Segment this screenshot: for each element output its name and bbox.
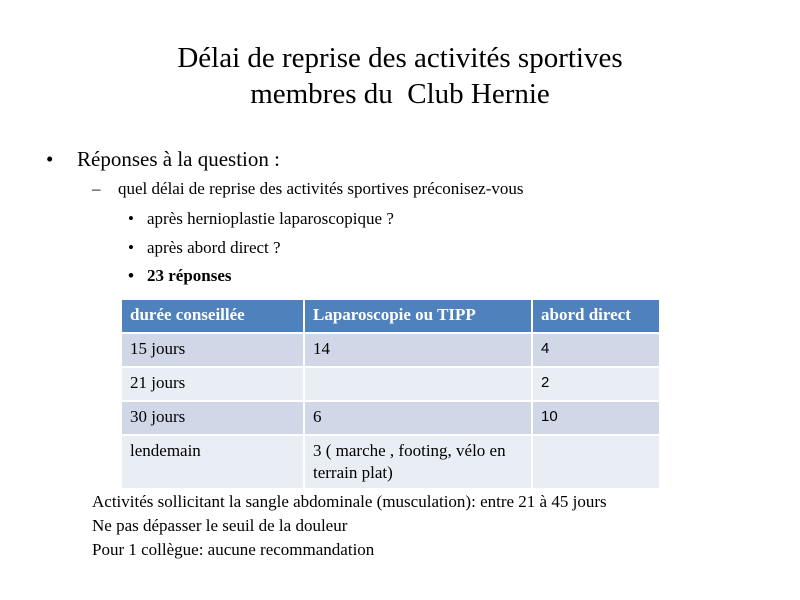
- bullet-marker: •: [128, 266, 134, 285]
- cell-direct: 4: [532, 333, 660, 367]
- bullet-level-1: [46, 146, 280, 172]
- table-row: [122, 333, 660, 367]
- recommendation-table: [122, 300, 661, 490]
- cell-duration: lendemain: [122, 435, 304, 489]
- cell-duration: 21 jours: [122, 367, 304, 401]
- cell-duration: 15 jours: [122, 333, 304, 367]
- table-row: [122, 401, 660, 435]
- slide-title-line-2: membres du Club Hernie: [250, 78, 550, 110]
- bullet-marker: •: [46, 147, 54, 171]
- cell-laparoscopy: [304, 367, 532, 401]
- cell-direct: 10: [532, 401, 660, 435]
- bullet-text: après abord direct ?: [147, 238, 281, 257]
- cell-laparoscopy: 6: [304, 401, 532, 435]
- bullet-text: quel délai de reprise des activités sportives préconisez-vous: [118, 179, 524, 198]
- bullet-level-3-laparoscopy: [128, 208, 394, 230]
- table-header-row: [122, 300, 660, 333]
- header-duration: durée conseillée: [122, 300, 304, 333]
- cell-laparoscopy: 14: [304, 333, 532, 367]
- header-laparoscopy: Laparoscopie ou TIPP: [304, 300, 532, 333]
- bullet-text: après hernioplastie laparoscopique ?: [147, 209, 394, 228]
- bullet-level-3-direct: [128, 237, 281, 259]
- cell-duration: 30 jours: [122, 401, 304, 435]
- note-line: Ne pas dépasser le seuil de la douleur: [92, 516, 348, 535]
- bullet-text: 23 réponses: [147, 266, 232, 285]
- bullet-marker: •: [128, 238, 134, 257]
- note-line: Activités sollicitant la sangle abdominale (musculation): entre 21 à 45 jours: [92, 492, 607, 511]
- bullet-marker: •: [128, 209, 134, 228]
- cell-direct: 2: [532, 367, 660, 401]
- bullet-level-3-responses: [128, 265, 232, 287]
- bullet-level-2: [92, 178, 524, 200]
- dash-marker: –: [92, 179, 101, 198]
- cell-direct: [532, 435, 660, 489]
- header-direct: abord direct: [532, 300, 660, 333]
- note-line: Pour 1 collègue: aucune recommandation: [92, 540, 375, 559]
- bullet-text: Réponses à la question :: [77, 147, 280, 171]
- cell-laparoscopy: 3 ( marche , footing, vélo en terrain plat): [304, 435, 532, 489]
- notes-block: [92, 490, 607, 562]
- slide-title-line-1: Délai de reprise des activités sportives: [177, 42, 623, 74]
- table-row: [122, 367, 660, 401]
- slide-title: [0, 40, 800, 112]
- table-row: [122, 435, 660, 489]
